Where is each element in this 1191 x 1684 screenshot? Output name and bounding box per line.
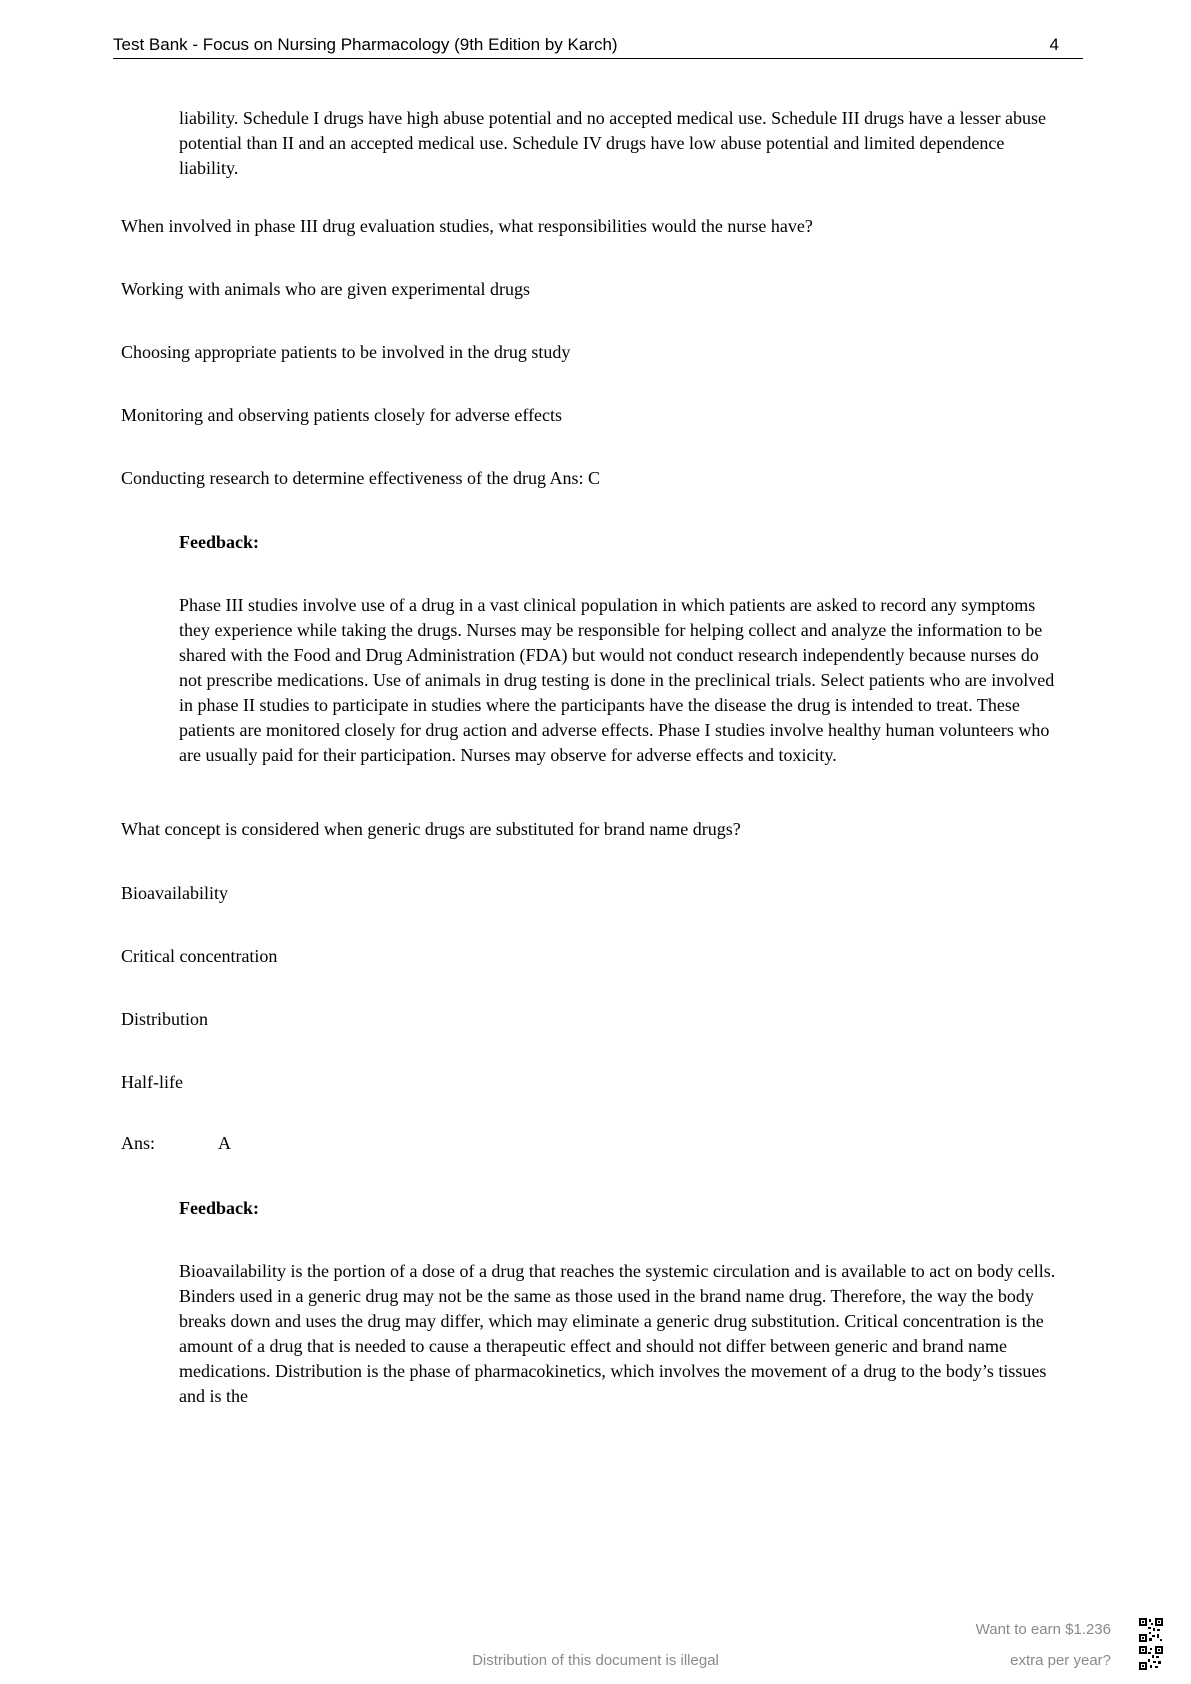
q2-feedback-label: Feedback: <box>179 1198 259 1218</box>
q2-answer-label: Ans: <box>121 1133 156 1153</box>
question-2: What concept is considered when generic drugs are substituted for brand name drugs? <box>121 819 741 839</box>
q1-feedback-text: Phase III studies involve use of a drug in a vast clinical population in which patients are asked to record any symptoms they experience while taking the drugs. Nurses may be responsible for helping collect and analyze the information to be shared with the Food and Drug Administration (FDA) but would not conduct research independently because nurses do not prescribe medications. Use of animals in drug testing is done in the preclinical trials. Select patients who are involved in phase II studies to participate in studies where the participants have the disease the drug is intended to treat. These patients are monitored closely for drug action and adverse effects. Phase I studies involve healthy human volunteers who are usually paid for their participation. Nurses may observe for adverse effects and toxicity. <box>179 595 1055 765</box>
distribution-notice: Distribution of this document is illegal <box>472 1652 719 1669</box>
q1-option-d: Conducting research to determine effectiveness of the drug Ans: C <box>121 468 601 488</box>
q2-option-c: Distribution <box>121 1009 209 1029</box>
q1-feedback-label: Feedback: <box>179 532 259 552</box>
question-1: When involved in phase III drug evaluation studies, what responsibilities would the nurse have? <box>121 216 813 236</box>
q1-option-a: Working with animals who are given experimental drugs <box>121 279 530 299</box>
document-title: Test Bank - Focus on Nursing Pharmacology (9th Edition by Karch) <box>113 35 618 54</box>
q2-option-a: Bioavailability <box>121 883 228 903</box>
q1-option-b: Choosing appropriate patients to be involved in the drug study <box>121 342 571 362</box>
page-header <box>113 34 1083 59</box>
q2-answer-value: A <box>218 1133 231 1153</box>
intro-paragraph: liability. Schedule I drugs have high abuse potential and no accepted medical use. Schedule III drugs have a lesser abuse potential than II and an accepted medical use. Schedule IV drugs have low abuse potential and limited dependence liability. <box>179 108 1047 178</box>
q2-feedback-text: Bioavailability is the portion of a dose of a drug that reaches the systemic circulation and is available to act on body cells. Binders used in a generic drug may not be the same as those used in the brand name drug. Therefore, the way the body breaks down and uses the drug may differ, which may eliminate a generic drug substitution. Critical concentration is the amount of a drug that is needed to cause a therapeutic effect and should not differ between generic and brand name medications. Distribution is the phase of pharmacokinetics, which involves the movement of a drug to the body’s tissues and is the <box>179 1261 1056 1406</box>
q2-option-d: Half-life <box>121 1072 183 1092</box>
q1-option-c: Monitoring and observing patients closely for adverse effects <box>121 405 563 425</box>
q2-option-b: Critical concentration <box>121 946 278 966</box>
promo-line-2[interactable]: extra per year? <box>1010 1652 1111 1669</box>
page-number: 4 <box>1049 35 1059 54</box>
qr-code-icon[interactable] <box>1139 1618 1163 1642</box>
promo-line-1[interactable]: Want to earn $1.236 <box>975 1621 1111 1638</box>
